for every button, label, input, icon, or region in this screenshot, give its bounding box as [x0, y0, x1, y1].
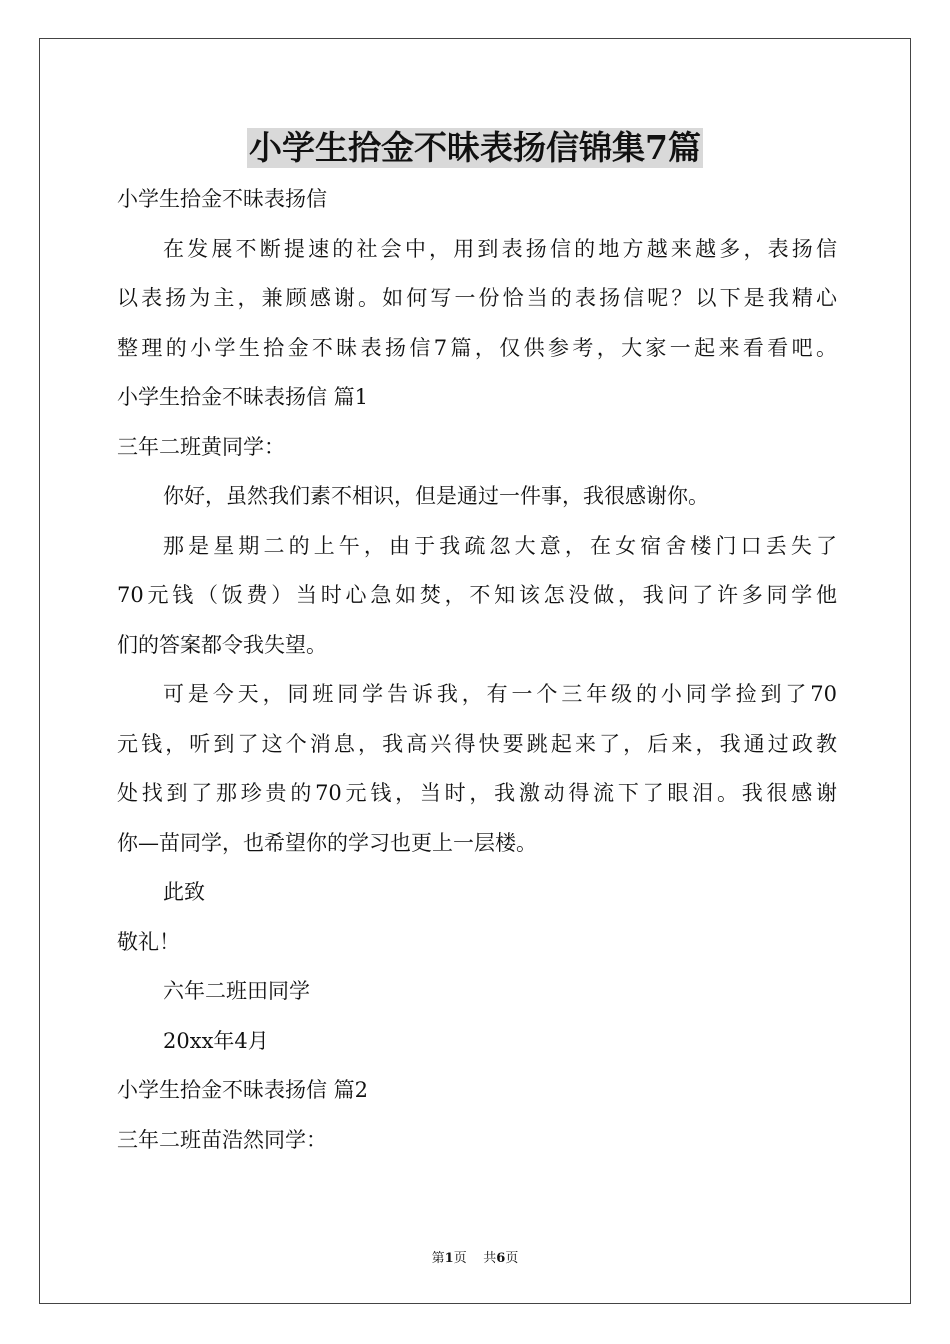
footer-page-prefix: 第 [431, 1251, 445, 1266]
paragraph-line: 以表扬为主，兼顾感谢。如何写一份恰当的表扬信呢？以下是我精心 [117, 286, 837, 310]
footer-page-suffix: 页 [453, 1251, 467, 1266]
paragraph-line: 敬礼！ [117, 929, 180, 954]
paragraph-line: 们的答案都令我失望。 [117, 632, 327, 657]
paragraph-line: 小学生拾金不昧表扬信 篇2 [117, 1078, 369, 1102]
paragraph-line: 那是星期二的上午，由于我疏忽大意，在女宿舍楼门口丢失了 [163, 533, 837, 558]
paragraph-line: 在发展不断提速的社会中，用到表扬信的地方越来越多，表扬信 [163, 236, 837, 261]
footer-total-suffix: 页 [505, 1251, 519, 1266]
paragraph-line: 三年二班苗浩然同学： [117, 1127, 327, 1152]
page-footer [0, 1247, 950, 1266]
footer-total-prefix: 共 [483, 1251, 497, 1266]
paragraph-line: 六年二班田同学 [163, 979, 310, 1003]
footer-page-number: 1 [444, 1251, 454, 1266]
document-body [117, 175, 837, 1165]
paragraph-line: 你—苗同学，也希望你的学习也更上一层楼。 [117, 830, 537, 855]
document-title: 小学生拾金不昧表扬信锦集7篇 [249, 128, 701, 167]
paragraph-line: 可是今天，同班同学告诉我，有一个三年级的小同学捡到了70 [163, 682, 837, 706]
title-container [0, 128, 950, 168]
paragraph-line: 小学生拾金不昧表扬信 [117, 187, 327, 211]
paragraph-line: 整理的小学生拾金不昧表扬信7篇，仅供参考，大家一起来看看吧。 [117, 335, 837, 360]
paragraph-line: 元钱，听到了这个消息，我高兴得快要跳起来了，后来，我通过政教 [117, 731, 837, 756]
paragraph-line: 此致 [163, 880, 205, 904]
paragraph-line: 你好，虽然我们素不相识，但是通过一件事，我很感谢你。 [163, 484, 709, 508]
footer-total-pages: 6 [496, 1251, 506, 1266]
paragraph-line: 20xx年4月 [163, 1028, 269, 1053]
paragraph-line: 70元钱（饭费）当时心急如焚，不知该怎没做，我问了许多同学他 [117, 583, 837, 607]
paragraph-line: 三年二班黄同学： [117, 434, 285, 459]
paragraph-line: 处找到了那珍贵的70元钱，当时，我激动得流下了眼泪。我很感谢 [117, 781, 837, 805]
paragraph-line: 小学生拾金不昧表扬信 篇1 [117, 385, 369, 409]
